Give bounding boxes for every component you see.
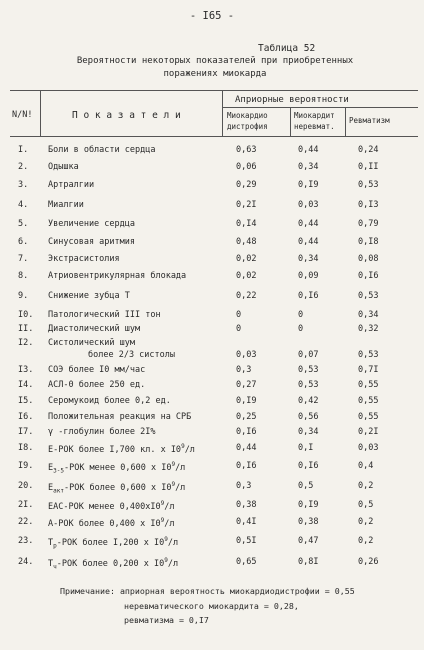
row-number: I4.	[18, 380, 34, 390]
row-value-rheumatism: 0,2	[358, 517, 374, 527]
column-divider-1	[290, 107, 291, 137]
row-label	[48, 237, 135, 247]
row-label	[48, 219, 135, 229]
row-value-myocardiodystrophy: 0,02	[236, 271, 257, 281]
row-value-myocarditis: 0,I9	[298, 180, 319, 190]
row-value-rheumatism: 0,08	[358, 254, 379, 264]
row-label	[48, 517, 174, 529]
row-label	[48, 338, 135, 348]
column-divider-num	[40, 91, 41, 137]
column-divider-indicator	[222, 91, 223, 137]
row-value-myocardiodystrophy: 0,48	[236, 237, 257, 247]
row-label-text: Боли в области сердца	[48, 145, 156, 155]
row-number: I.	[18, 145, 29, 155]
row-value-myocardiodystrophy: 0	[236, 310, 242, 320]
row-label-superscript: 9	[164, 536, 168, 543]
row-label	[48, 254, 120, 264]
header-col3: Ревматизм	[349, 116, 390, 125]
row-number: I5.	[18, 396, 34, 406]
row-number: II.	[18, 324, 34, 334]
row-value-rheumatism: 0,24	[358, 145, 379, 155]
row-label-text: Синусовая аритмия	[48, 237, 135, 247]
row-value-rheumatism: 0,53	[358, 180, 379, 190]
row-label	[48, 380, 145, 390]
row-label-superscript: 9	[160, 500, 165, 507]
header-num: N/N!	[12, 110, 33, 120]
row-label-text: Систолический шум	[48, 338, 135, 348]
row-value-myocarditis: 0,09	[298, 271, 319, 281]
row-number: I6.	[18, 412, 34, 422]
row-label-unit: /л	[175, 462, 186, 473]
header-col1-line2: дистрофия	[227, 122, 268, 131]
row-value-myocardiodystrophy: 0,03	[236, 350, 257, 360]
row-number: 20.	[18, 481, 34, 491]
row-value-myocardiodystrophy: 0,3	[236, 481, 252, 491]
row-value-myocarditis: 0,5	[298, 481, 314, 491]
row-label-text: А-РОК более 0,400 х I0	[48, 518, 161, 529]
footnote-line-1: Примечание: априорная вероятность миокардиодистрофии = 0,55	[60, 586, 355, 596]
row-label-continuation: более 2/3 систолы	[88, 350, 175, 360]
row-value-rheumatism: 0,I3	[358, 200, 379, 210]
row-value-rheumatism: 0,55	[358, 412, 379, 422]
row-value-myocarditis: 0,34	[298, 427, 319, 437]
row-value-rheumatism: 0,55	[358, 396, 379, 406]
row-value-myocarditis: 0,I	[298, 443, 314, 453]
row-value-rheumatism: 0,79	[358, 219, 379, 229]
footnote-line-3: ревматизма = 0,I7	[124, 615, 209, 625]
row-number: 24.	[18, 557, 34, 567]
row-label-text: Экстрасистолия	[48, 254, 120, 264]
row-value-rheumatism: 0,53	[358, 350, 379, 360]
row-number: 9.	[18, 291, 29, 301]
row-label-text: Одышка	[48, 162, 79, 172]
row-value-myocarditis: 0,I6	[298, 291, 319, 301]
row-value-myocardiodystrophy: 0,I9	[236, 396, 257, 406]
row-value-myocarditis: 0,34	[298, 162, 319, 172]
page-number: - I65 -	[189, 10, 235, 22]
row-value-myocardiodystrophy: 0,06	[236, 162, 257, 172]
row-value-rheumatism: 0,I6	[358, 271, 379, 281]
header-indicator: П о к а з а т е л и	[72, 110, 181, 121]
row-label	[48, 162, 79, 172]
row-label-text-tail: -РОК более 0,200 х I0	[56, 558, 165, 569]
row-number: 5.	[18, 219, 29, 229]
row-number: 7.	[18, 254, 29, 264]
row-value-myocarditis: 0,07	[298, 350, 319, 360]
row-label	[48, 200, 84, 210]
row-label-text: Миалгии	[48, 200, 84, 210]
row-label-unit: /л	[164, 518, 175, 529]
row-value-myocarditis: 0,8I	[298, 557, 319, 567]
row-value-myocardiodystrophy: 0,38	[236, 500, 257, 510]
row-value-myocardiodystrophy: 0,I4	[236, 219, 257, 229]
row-value-rheumatism: 0,II	[358, 162, 379, 172]
row-label-unit: /л	[167, 537, 179, 548]
row-label	[48, 180, 94, 190]
row-value-myocarditis: 0,56	[298, 412, 319, 422]
row-value-myocardiodystrophy: 0,25	[236, 412, 257, 422]
row-value-rheumatism: 0,I8	[358, 237, 379, 247]
row-label-text: γ -глобулин более 2I%	[48, 427, 156, 437]
row-label-subscript: ч	[53, 563, 57, 571]
row-label	[48, 396, 171, 406]
header-prior-probabilities: Априорные вероятности	[235, 95, 349, 105]
row-label	[48, 271, 186, 281]
row-value-myocarditis: 0,53	[298, 380, 319, 390]
row-value-myocarditis: 0,42	[298, 396, 319, 406]
row-number: 8.	[18, 271, 29, 281]
row-number: 4.	[18, 200, 29, 210]
row-label-unit: /л	[184, 444, 195, 455]
row-label	[48, 557, 178, 571]
row-label-superscript: 9	[171, 461, 176, 468]
row-value-rheumatism: 0,03	[358, 443, 379, 453]
row-value-rheumatism: 0,2	[358, 536, 374, 546]
row-label-text: Патологический III тон	[48, 310, 161, 320]
row-value-rheumatism: 0,2	[358, 481, 374, 491]
table-top-rule	[10, 90, 418, 91]
row-value-myocardiodystrophy: 0,02	[236, 254, 257, 264]
header-col2-line2: неревмат.	[294, 122, 335, 131]
row-value-myocardiodystrophy: 0,4I	[236, 517, 257, 527]
row-value-myocarditis: 0,03	[298, 200, 319, 210]
table-label: Таблица 52	[258, 43, 316, 54]
row-label-text: Серомукоид более 0,2 ед.	[48, 396, 171, 406]
row-value-myocarditis: 0,38	[298, 517, 319, 527]
row-label	[48, 365, 145, 375]
row-label-text: Т	[48, 537, 54, 548]
row-label-text-tail: -РОК более 0,600 х I0	[63, 482, 172, 493]
row-label-subscript: 3-5	[53, 467, 64, 475]
row-label-unit: /л	[167, 558, 179, 569]
row-number: 2.	[18, 162, 29, 172]
row-value-rheumatism: 0,26	[358, 557, 379, 567]
row-label	[48, 461, 185, 475]
row-label	[48, 310, 161, 320]
row-label-subscript: акт	[53, 487, 64, 495]
table-title-line-2: поражениях миокарда	[163, 69, 267, 79]
row-label	[48, 536, 178, 550]
row-label	[48, 291, 130, 301]
row-value-myocardiodystrophy: 0,3	[236, 365, 252, 375]
header-col1-line1: Миокардио	[227, 111, 268, 120]
row-label	[48, 412, 191, 422]
row-number: 3.	[18, 180, 29, 190]
row-value-myocardiodystrophy: 0,44	[236, 443, 257, 453]
row-number: 6.	[18, 237, 29, 247]
row-value-myocarditis: 0	[298, 324, 304, 334]
row-value-rheumatism: 0,34	[358, 310, 379, 320]
row-label-text: Положительная реакция на СРБ	[48, 412, 192, 422]
row-value-myocarditis: 0,44	[298, 237, 319, 247]
row-value-rheumatism: 0,32	[358, 324, 379, 334]
row-value-myocardiodystrophy: 0,65	[236, 557, 257, 567]
row-label-superscript: 9	[181, 443, 185, 450]
row-number: 22.	[18, 517, 34, 527]
row-value-myocardiodystrophy: 0,I6	[236, 461, 257, 471]
row-value-myocarditis: 0	[298, 310, 304, 320]
row-label	[48, 324, 140, 334]
row-label-text: Е	[48, 482, 54, 493]
row-value-myocarditis: 0,34	[298, 254, 319, 264]
row-label-text: Атриовентрикулярная блокада	[48, 271, 187, 281]
row-number: 2I.	[18, 500, 34, 510]
row-label-text: Увеличение сердца	[48, 219, 135, 229]
row-number: I7.	[18, 427, 34, 437]
row-number: 23.	[18, 536, 34, 546]
row-value-myocarditis: 0,44	[298, 219, 319, 229]
row-label-text: Снижение зубца Т	[48, 291, 130, 301]
row-value-myocarditis: 0,47	[298, 536, 319, 546]
row-value-myocarditis: 0,I6	[298, 461, 319, 471]
row-label-text-tail: -РОК более I,200 х I0	[56, 537, 165, 548]
row-value-myocardiodystrophy: 0,2I	[236, 200, 257, 210]
row-value-myocardiodystrophy: 0	[236, 324, 242, 334]
row-value-rheumatism: 0,55	[358, 380, 379, 390]
row-label-text: СОЭ более I0 мм/час	[48, 365, 146, 375]
row-value-myocardiodystrophy: 0,22	[236, 291, 257, 301]
row-number: I8.	[18, 443, 34, 453]
row-label-superscript: 9	[164, 557, 168, 564]
row-value-rheumatism: 0,4	[358, 461, 374, 471]
row-value-myocardiodystrophy: 0,29	[236, 180, 257, 190]
header-col2-line1: Миокардит	[294, 111, 335, 120]
row-label-text-tail: -РОК менее 0,600 х I0	[63, 462, 172, 473]
row-value-myocardiodystrophy: 0,27	[236, 380, 257, 390]
row-value-myocarditis: 0,I9	[298, 500, 319, 510]
row-label-text: Диастолический шум	[48, 324, 141, 334]
row-value-rheumatism: 0,5	[358, 500, 374, 510]
column-divider-2	[345, 107, 346, 137]
row-label-text: АСЛ-0 более 250 ед.	[48, 380, 146, 390]
row-label-text: Е	[48, 462, 54, 473]
row-label	[48, 145, 155, 155]
footnote-line-2: неревматического миокардита = 0,28,	[124, 601, 299, 611]
row-label-superscript: 9	[171, 481, 176, 488]
row-number: I9.	[18, 461, 34, 471]
row-value-myocardiodystrophy: 0,5I	[236, 536, 257, 546]
row-value-rheumatism: 0,2I	[358, 427, 379, 437]
table-title	[40, 55, 390, 81]
row-label	[48, 481, 185, 495]
row-number: I2.	[18, 338, 34, 348]
row-label	[48, 443, 195, 455]
header-bottom-rule	[10, 136, 418, 137]
row-number: I3.	[18, 365, 34, 375]
row-label-text: Т	[48, 558, 54, 569]
row-label-unit: /л	[164, 501, 175, 512]
row-value-myocarditis: 0,53	[298, 365, 319, 375]
row-value-rheumatism: 0,53	[358, 291, 379, 301]
row-label-superscript: 9	[160, 517, 165, 524]
row-label-subscript: р	[53, 542, 57, 550]
row-label-unit: /л	[175, 482, 186, 493]
row-value-myocarditis: 0,44	[298, 145, 319, 155]
row-label	[48, 427, 155, 437]
row-number: I0.	[18, 310, 34, 320]
row-label-text: ЕАС-РОК менее 0,400хI0	[48, 501, 161, 512]
table-title-line-1: Вероятности некоторых показателей при приобретенных	[76, 56, 354, 66]
row-label-text: Е-РОК более I,700 кл. х I0	[48, 444, 182, 455]
row-value-myocardiodystrophy: 0,I6	[236, 427, 257, 437]
row-label	[48, 500, 174, 512]
header-sub-rule	[222, 107, 418, 108]
row-value-rheumatism: 0,7I	[358, 365, 379, 375]
row-label-text: Артралгии	[48, 180, 95, 190]
row-value-myocardiodystrophy: 0,63	[236, 145, 257, 155]
